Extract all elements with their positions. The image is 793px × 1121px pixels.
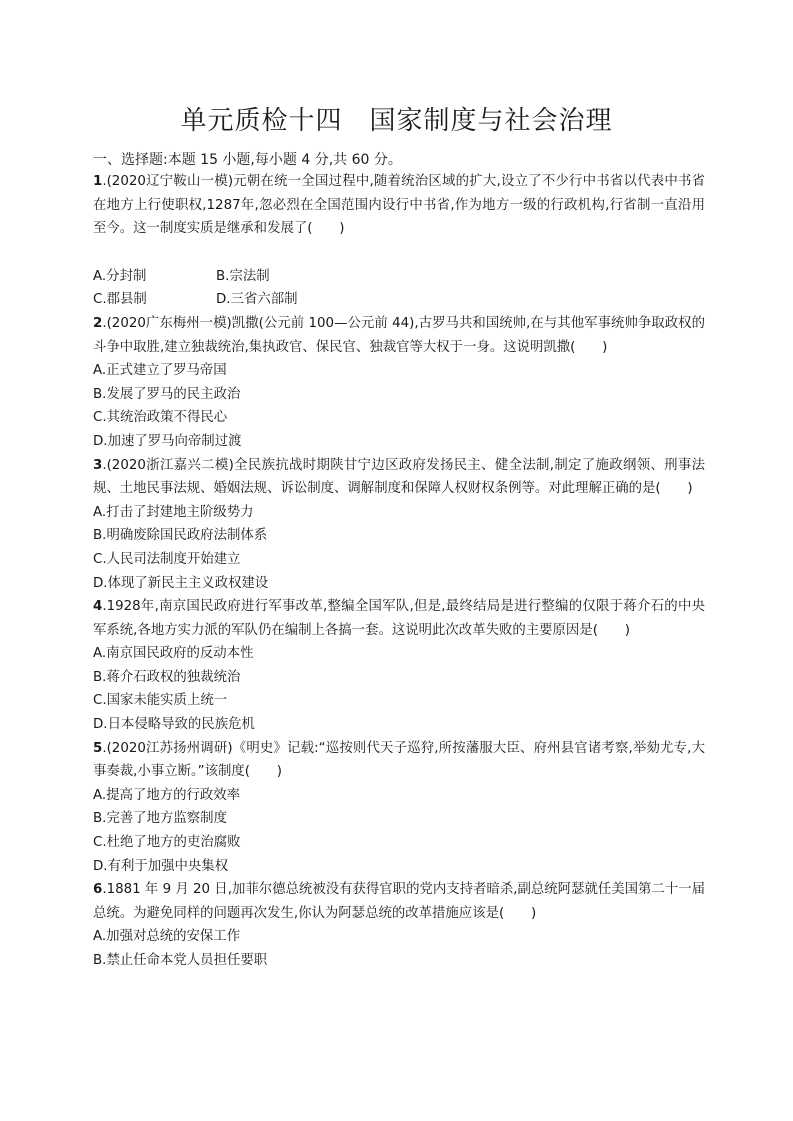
question-stem bbox=[93, 170, 705, 241]
question-text: .1881 年 9 月 20 日,加菲尔德总统被没有获得官职的党内支持者暗杀,副总统阿瑟就任美国第二十一届总统。为避免同样的问题再次发生,你认为阿瑟总统的改革措施应该是( ) bbox=[93, 882, 705, 921]
question-number: 2 bbox=[93, 315, 103, 331]
option-d: D.三省六部制 bbox=[216, 292, 298, 308]
answer-space bbox=[93, 241, 705, 265]
option-a: A.南京国民政府的反动本性 bbox=[93, 646, 254, 662]
question-stem bbox=[93, 312, 705, 359]
question-stem bbox=[93, 454, 705, 501]
option-c: C.其统治政策不得民心 bbox=[93, 410, 228, 426]
question-2 bbox=[93, 312, 705, 454]
question-text: .1928年,南京国民政府进行军事改革,整编全国军队,但是,最终结局是进行整编的仅限于蒋介石的中央军系统,各地方实力派的军队仍在编制上各搞一套。这说明此次改革失败的主要原因是( ) bbox=[93, 599, 705, 638]
question-6 bbox=[93, 878, 705, 972]
option-d: D.加速了罗马向帝制过渡 bbox=[93, 433, 242, 449]
question-text: .(2020广东梅州一模)凯撒(公元前 100—公元前 44),古罗马共和国统帅,在与其他军事统帅争取政权的斗争中取胜,建立独裁统治,集执政官、保民官、独裁官等大权于一身。这说明凯撒( ) bbox=[93, 315, 705, 355]
option-c: C.郡县制 bbox=[93, 292, 147, 308]
option-c: C.国家未能实质上统一 bbox=[93, 693, 228, 709]
question-text: .(2020江苏扬州调研)《明史》记载:“巡按则代天子巡狩,所按藩服大臣、府州县官诸考察,举劾尤专,大事奏裁,小事立断。”该制度( ) bbox=[93, 740, 705, 780]
question-number: 1 bbox=[93, 174, 103, 189]
option-b: B.明确废除国民政府法制体系 bbox=[93, 528, 268, 544]
question-stem bbox=[93, 595, 705, 642]
option-b: B.发展了罗马的民主政治 bbox=[93, 386, 241, 402]
option-a: A.提高了地方的行政效率 bbox=[93, 787, 241, 803]
section-heading: 一、选择题:本题 15 小题,每小题 4 分,共 60 分。 bbox=[93, 152, 402, 168]
question-3 bbox=[93, 454, 705, 596]
option-b: B.宗法制 bbox=[216, 268, 270, 284]
question-number: 5 bbox=[93, 740, 103, 756]
question-5 bbox=[93, 737, 705, 879]
option-d: D.体现了新民主主义政权建设 bbox=[93, 575, 269, 591]
question-stem bbox=[93, 878, 705, 925]
option-d: D.日本侵略导致的民族危机 bbox=[93, 717, 255, 733]
question-text: .(2020辽宁鞍山一模)元朝在统一全国过程中,随着统治区域的扩大,设立了不少行中书省以代表中书省在地方上行使职权,1287年,忽必烈在全国范围内设行中书省,作为地方一级的行政机构,行省制一直沿用至今。这一制度实质是继承和发展了( ) bbox=[93, 174, 705, 237]
question-stem bbox=[93, 737, 705, 784]
question-text: .(2020浙江嘉兴二模)全民族抗战时期陕甘宁边区政府发扬民主、健全法制,制定了施政纲领、刑事法规、土地民事法规、婚姻法规、诉讼制度、调解制度和保障人权财权条例等。对此理解正确的是( ) bbox=[93, 457, 705, 497]
question-list bbox=[93, 170, 705, 973]
option-b: B.禁止任命本党人员担任要职 bbox=[93, 953, 268, 968]
document-title: 单元质检十四 国家制度与社会治理 bbox=[180, 106, 613, 136]
option-c: C.杜绝了地方的吏治腐败 bbox=[93, 835, 241, 851]
question-number: 4 bbox=[93, 599, 103, 615]
option-grid bbox=[93, 265, 705, 312]
question-number: 6 bbox=[93, 882, 103, 898]
option-d: D.有利于加强中央集权 bbox=[93, 858, 229, 874]
option-a: A.分封制 bbox=[93, 268, 147, 284]
option-c: C.人民司法制度开始建立 bbox=[93, 551, 241, 567]
option-a: A.加强对总统的安保工作 bbox=[93, 929, 241, 945]
option-a: A.打击了封建地主阶级势力 bbox=[93, 504, 254, 520]
option-b: B.蒋介石政权的独裁统治 bbox=[93, 669, 241, 685]
option-b: B.完善了地方监察制度 bbox=[93, 811, 227, 827]
question-4 bbox=[93, 595, 705, 737]
question-1 bbox=[93, 170, 705, 312]
option-a: A.正式建立了罗马帝国 bbox=[93, 363, 227, 379]
question-number: 3 bbox=[93, 457, 103, 473]
